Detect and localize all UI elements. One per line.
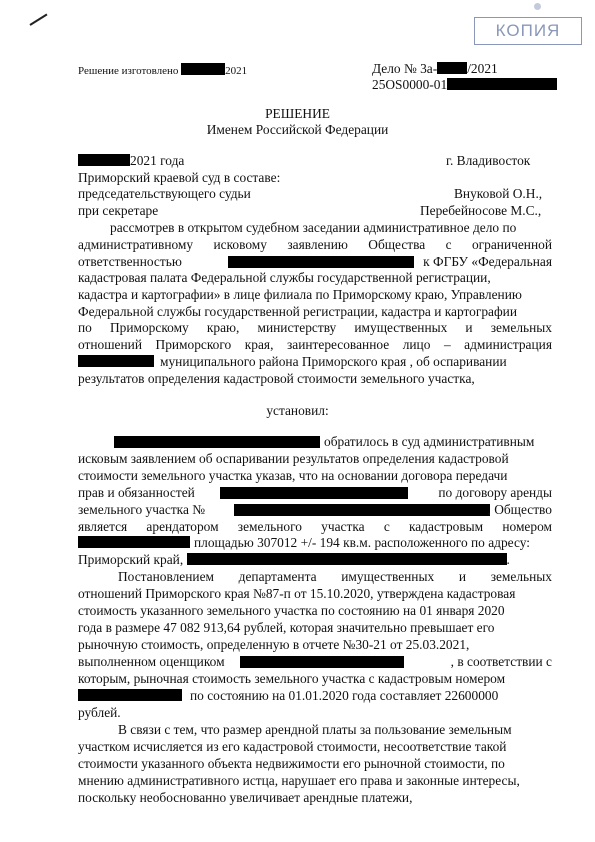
p1-text: земельного участка № — [78, 502, 206, 517]
p2-line: рублей. — [78, 705, 121, 720]
redaction — [78, 355, 154, 367]
p1-text: . — [506, 552, 510, 567]
intro-line: административному исковому заявлению Общества с ограниченной — [78, 237, 552, 252]
intro-text: к ФГБУ «Федеральная — [423, 254, 552, 269]
case-suffix: /2021 — [467, 61, 498, 76]
intro-text: ответственностью — [78, 254, 182, 269]
redaction — [187, 553, 507, 565]
decision-date — [78, 153, 184, 169]
redaction — [181, 63, 225, 75]
presiding-name: Внуковой О.Н., — [454, 186, 543, 201]
p1-line — [78, 535, 530, 551]
p1-line — [78, 502, 552, 518]
redaction — [234, 504, 490, 516]
made-label: Решение изготовлено — [78, 65, 179, 77]
p2-line: которым, рыночная стоимость земельного участка с кадастровым номером — [78, 671, 506, 686]
p1-text: по договору аренды — [438, 485, 552, 500]
redaction — [447, 78, 557, 90]
intro-line: рассмотрев в открытом судебном заседании административное дело по — [110, 220, 517, 235]
redaction — [78, 689, 182, 701]
intro-line: кадастра и картографии» в лице филиала по Приморскому краю, Управлению — [78, 287, 522, 302]
p1-text: площадью 307012 +/- 194 кв.м. расположенного по адресу: — [194, 535, 530, 550]
redaction — [114, 436, 320, 448]
made-year: 2021 — [225, 65, 248, 77]
p1-text: прав и обязанностей — [78, 485, 195, 500]
p2-text: выполненном оценщиком — [78, 654, 225, 669]
p2-line — [78, 654, 552, 670]
intro-line — [78, 354, 507, 370]
p1-line: стоимости земельного участка указав, что на основании договора передачи — [78, 468, 508, 483]
doc-title: РЕШЕНИЕ — [265, 106, 330, 121]
intro-line: по Приморскому краю, министерству имущественных и земельных — [78, 320, 552, 335]
case-prefix: Дело № 3а- — [372, 61, 438, 76]
stamp-smudge — [534, 3, 541, 10]
p1-text: обратилось в суд административным — [324, 434, 535, 449]
intro-line: отношений Приморского края, заинтересованное лицо – администрация — [78, 337, 552, 352]
intro-line: кадастровая палата Федеральной службы государственной регистрации, — [78, 270, 491, 285]
p3-line: участком исчисляется из его кадастровой стоимости, несоответствие такой — [78, 739, 507, 754]
p2-text: по состоянию на 01.01.2020 года составляет 22600000 — [190, 688, 499, 703]
p2-line: отношений Приморского края №87-п от 15.10.2020, утверждена кадастровая — [78, 586, 516, 601]
redaction — [220, 487, 408, 499]
p3-line: В связи с тем, что размер арендной платы за пользование земельным — [118, 722, 512, 737]
pen-mark — [29, 14, 47, 26]
p2-line: рыночную стоимость, определенную в отчете №30-21 от 25.03.2021, — [78, 637, 470, 652]
date-year: 2021 года — [130, 153, 185, 168]
uid-prefix: 25OS0000-01 — [372, 77, 448, 92]
doc-subtitle: Именем Российской Федерации — [206, 122, 389, 137]
p1-line: исковым заявлением об оспаривании результатов определения кадастровой — [78, 451, 509, 466]
redaction — [240, 656, 404, 668]
intro-text: муниципального района Приморского края , об оспаривании — [160, 354, 507, 369]
p1-line — [78, 485, 552, 501]
secretary-label: при секретаре — [78, 203, 159, 218]
case-uid — [372, 77, 557, 93]
city: г. Владивосток — [446, 153, 531, 168]
p3-line: стоимости указанного объекта недвижимости его рыночной стоимости, по — [78, 756, 505, 771]
redaction — [78, 154, 130, 166]
court-name: Приморский краевой суд в составе: — [78, 170, 281, 185]
redaction — [78, 536, 190, 548]
p3-line: мнению административного истца, нарушает его права и законные интересы, — [78, 773, 520, 788]
secretary-name: Перебейносове М.С., — [420, 203, 542, 218]
p2-line: года в размере 47 082 913,64 рублей, которая значительно превышает его — [78, 620, 495, 635]
p1-text: Приморский край, — [78, 552, 184, 567]
intro-line: результатов определения кадастровой стоимости земельного участка, — [78, 371, 475, 386]
intro-line — [78, 254, 552, 270]
p3-line: поскольку необоснованно увеличивает арендные платежи, — [78, 790, 413, 805]
intro-line: Федеральной службы государственной регистрации, кадастра и картографии — [78, 304, 518, 319]
p1-line: является арендатором земельного участка с кадастровым номером — [78, 519, 552, 534]
case-number — [372, 61, 498, 77]
redaction — [228, 256, 414, 268]
copy-stamp: КОПИЯ — [474, 17, 582, 45]
redaction — [437, 62, 467, 74]
established-heading: установил: — [266, 403, 329, 418]
p1-text: , Общество — [487, 502, 552, 517]
presiding-label: председательствующего судьи — [78, 186, 251, 201]
made-line — [78, 63, 247, 77]
p2-line — [78, 688, 498, 704]
p1-line — [78, 552, 510, 568]
p2-line: стоимость указанного земельного участка по состоянию на 01 января 2020 — [78, 603, 505, 618]
p2-line: Постановлением департамента имущественных и земельных — [118, 569, 552, 584]
p2-text: , в соответствии с — [450, 654, 552, 669]
